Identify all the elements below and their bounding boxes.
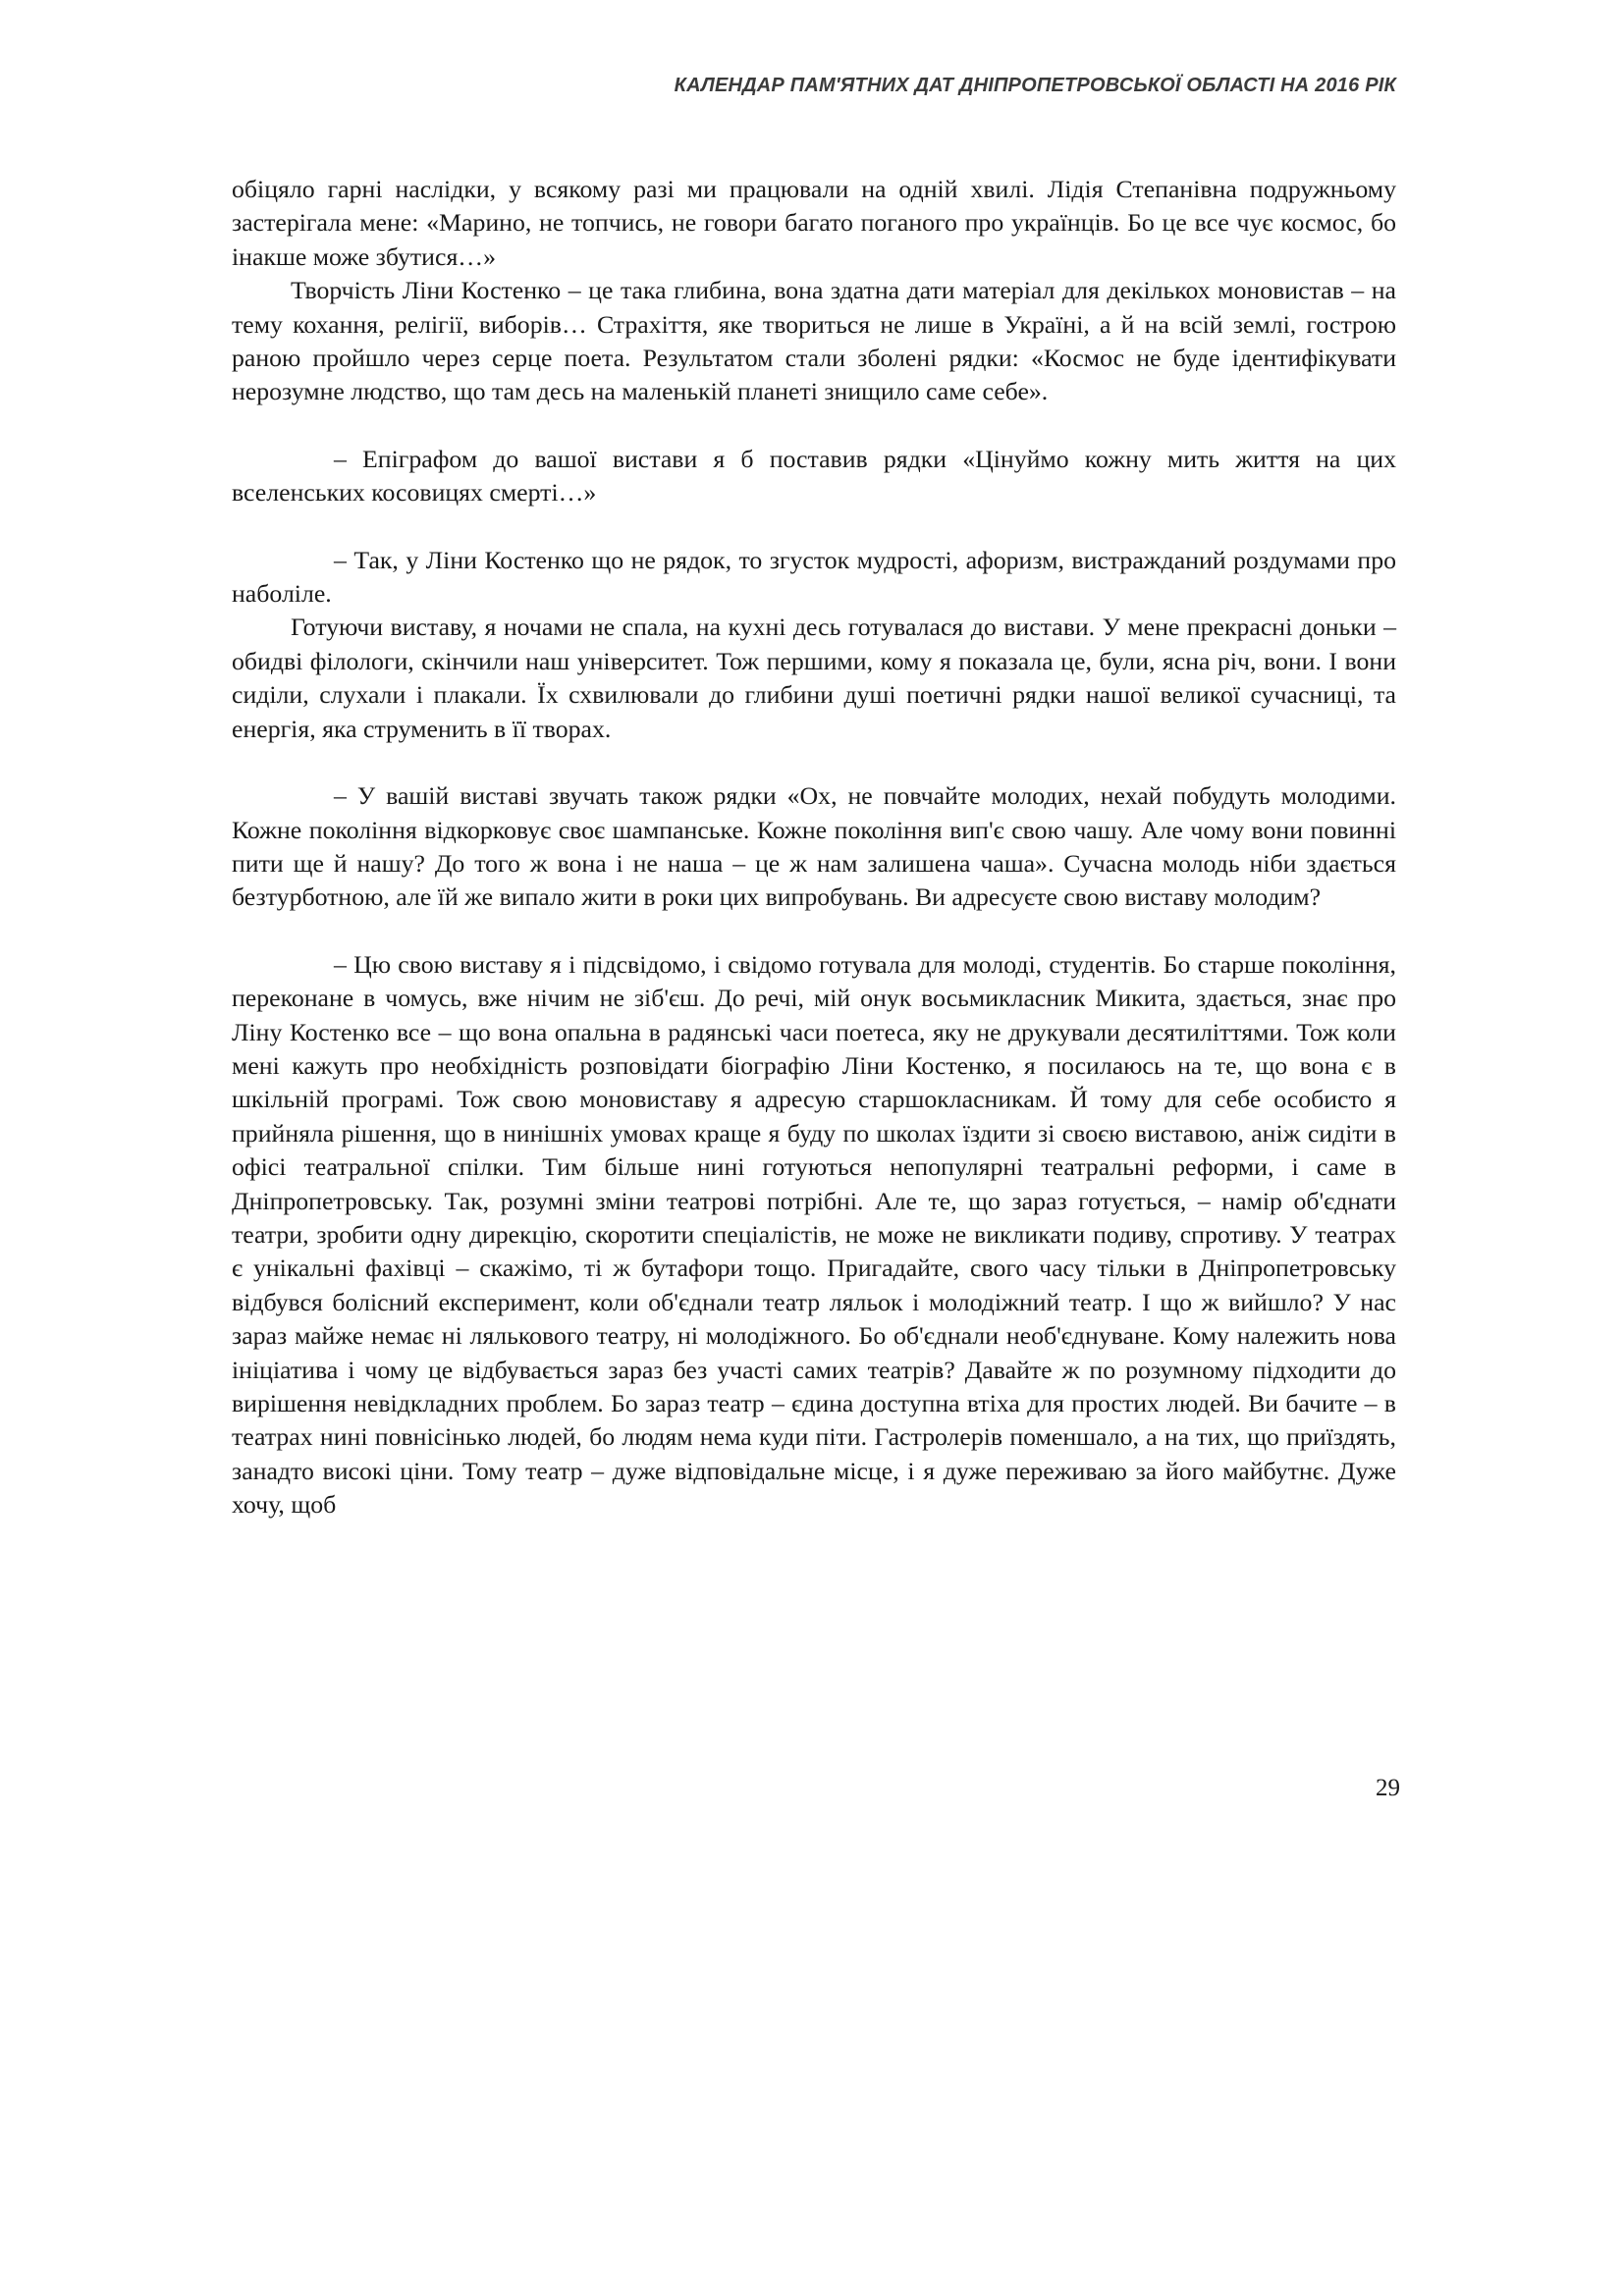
paragraph: Готуючи виставу, я ночами не спала, на кухні десь готувалася до вистави. У мене прекрасні доньки – обидві філологи, скінчили наш університет. Тож першими, кому я показала це, були, ясна річ, вони. І вони сиділи, слухали і плакали. Їх схвилювали до глибини душі поетичні рядки нашої великої сучасниці, та енергія, яка струменить в її творах. [232,613,1396,743]
interviewer-question: – У вашій виставі звучать також рядки «Ох, не повчайте молодих, нехай побудуть молодими. Кожне покоління відкорковує своє шампанське. Кожне покоління вип'є свою чашу. Але чому вони повинні пити ще й нашу? До того ж вона і не наша – це ж нам залишена чаша». Сучасна молодь ніби здається безтурботною, але їй же випало жити в роки цих випробувань. Ви адресуєте свою виставу молодим? [232,781,1396,912]
interviewee-answer: – Цю свою виставу я і підсвідомо, і свідомо готувала для молоді, студентів. Бо старше покоління, переконане в чомусь, вже нічим не зіб'єш. До речі, мій онук восьмикласник Микита, здається, знає про Ліну Костенко все – що вона опальна в радянські часи поетеса, яку не друкували десятиліттями. Тож коли мені кажуть про необхідність розповідати біографію Ліни Костенко, я посилаюсь на те, що вона є в шкільній програмі. Тож свою моновиставу я адресую старшокласникам. Й тому для себе особисто я прийняла рішення, що в нинішніх умовах краще я буду по школах їздити зі своєю виставою, аніж сидіти в офісі театральної спілки. Тим більше нині готуються непопулярні театральні реформи, і саме в Дніпропетровську. Так, розумні зміни театрові потрібні. Але те, що зараз готується, – намір об'єднати театри, зробити одну дирекцію, скоротити спеціалістів, не може не викликати подиву, спротиву. У театрах є унікальні фахівці – скажімо, ті ж бутафори тощо. Пригадайте, свого часу тільки в Дніпропетровську відбувся болісний експеримент, коли об'єднали театр ляльок і молодіжний театр. І що ж вийшло? У нас зараз майже немає ні лялькового театру, ні молодіжного. Бо об'єднали необ'єднуване. Кому належить нова ініціатива і чому це відбувається зараз без участі самих театрів? Давайте ж по розумному підходити до вирішення невідкладних проблем. Бо зараз театр – єдина доступна втіха для простих людей. Ви бачите – в театрах нині повнісінько людей, бо людям нема куди піти. Гастролерів поменшало, а на тих, що приїздять, занадто високі ціни. Тому театр – дуже відповідальне місце, і я дуже переживаю за його майбутнє. Дуже хочу, щоб [232,949,1396,1520]
paragraph: Творчість Ліни Костенко – це така глибина, вона здатна дати матеріал для декількох моновистав – на тему кохання, релігії, виборів… Страхіття, яке твориться не лише в Україні, а й на всій землі, гострою раною пройшло через серце поета. Результатом стали зболені рядки: «Космос не буде ідентифікувати нерозумне людство, що там десь на маленькій планеті знищило саме себе». [232,276,1396,406]
interviewer-question: – Епіграфом до вашої вистави я б поставив рядки «Цінуймо кожну мить життя на цих вселенських косовицях смерті…» [232,444,1396,507]
running-header: КАЛЕНДАР ПАМ'ЯТНИХ ДАТ ДНІПРОПЕТРОВСЬКОЇ ОБЛАСТІ НА 2016 РІК [674,75,1396,96]
page-number: 29 [1376,1775,1400,1801]
article-body [232,173,1396,1522]
paragraph-continuation: обіцяло гарні наслідки, у всякому разі ми працювали на одній хвилі. Лідія Степанівна подружньому застерігала мене: «Марино, не топчись, не говори багато поганого про українців. Бо це все чує космос, бо інакше може збутися…» [232,175,1396,271]
interviewee-answer: – Так, у Ліни Костенко що не рядок, то згусток мудрості, афоризм, вистражданий роздумами про наболіле. [232,545,1396,609]
